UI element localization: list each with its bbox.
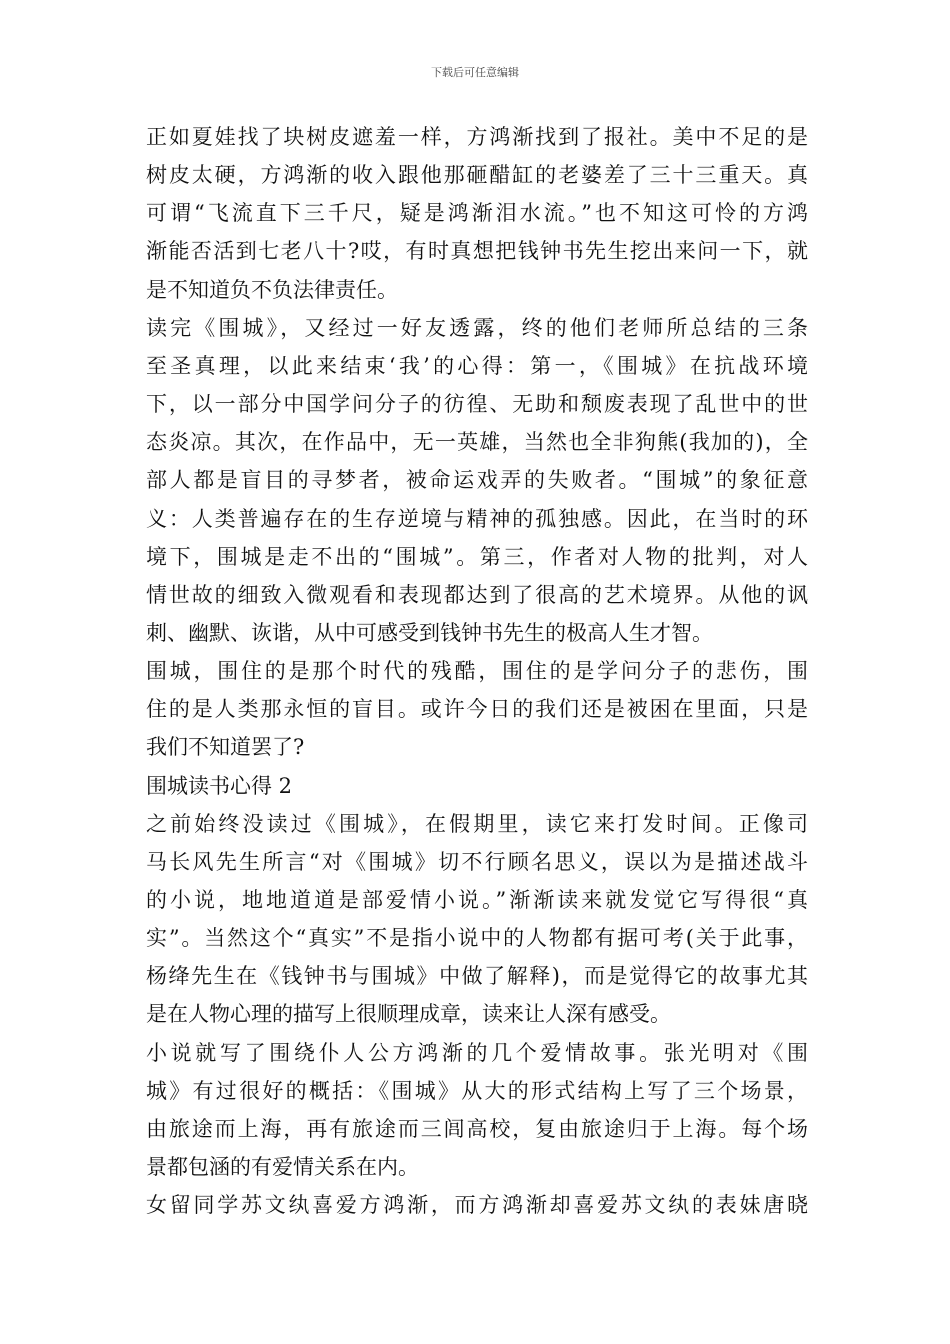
text-line: 树皮太硬，方鸿渐的收入跟他那砸醋缸的老婆差了三十三重天。真 <box>146 163 808 188</box>
text-line: 我们不知道罢了? <box>146 735 305 760</box>
text-line: 至圣真理，以此来结束‘我’的心得：第一，《围城》在抗战环境 <box>146 353 808 378</box>
text-line: 正如夏娃找了块树皮遮羞一样，方鸿渐找到了报社。美中不足的是 <box>146 125 808 149</box>
text-line: 可谓“飞流直下三千尺，疑是鸿渐泪水流。”也不知这可怜的方鸿 <box>146 201 808 226</box>
text-line: 渐能否活到七老八十?哎，有时真想把钱钟书先生挖出来问一下，就 <box>146 239 808 264</box>
text-line: 刺、幽默、诙谐，从中可感受到钱钟书先生的极高人生才智。 <box>146 620 713 645</box>
text-line: 境下，围城是走不出的“围城”。第三，作者对人物的批判，对人 <box>146 544 808 569</box>
text-line: 城》有过很好的概括：《围城》从大的形式结构上写了三个场景， <box>146 1078 808 1103</box>
text-line: 的小说，地地道道是部爱情小说。”渐渐读来就发觉它写得很“真 <box>146 888 808 912</box>
text-line: 读完《围城》，又经过一好友透露，终的他们老师所总结的三条 <box>146 315 808 340</box>
text-line: 是在人物心理的描写上很顺理成章，读来让人深有感受。 <box>146 1002 671 1027</box>
text-line: 住的是人类那永恒的盲目。或许今日的我们还是被困在里面，只是 <box>146 697 808 722</box>
text-line: 由旅途而上海，再有旅途而三闾高校，复由旅途归于上海。每个场 <box>146 1116 808 1141</box>
text-line: 下，以一部分中国学问分子的彷徨、无助和颓废表现了乱世中的世 <box>146 392 808 417</box>
text-line: 部人都是盲目的寻梦者，被命运戏弄的失败者。“围城”的象征意 <box>146 468 808 493</box>
text-line: 之前始终没读过《围城》，在假期里，读它来打发时间。正像司 <box>146 811 808 836</box>
text-line: 实”。当然这个“真实”不是指小说中的人物都有据可考(关于此事， <box>146 926 808 951</box>
text-line: 是不知道负不负法律责任。 <box>146 277 398 302</box>
text-line: 女留同学苏文纨喜爱方鸿渐，而方鸿渐却喜爱苏文纨的表妹唐晓 <box>146 1193 808 1218</box>
text-line: 小说就写了围绕仆人公方鸿渐的几个爱情故事。张光明对《围 <box>146 1040 808 1065</box>
text-line: 围城读书心得 2 <box>146 773 293 798</box>
text-line: 围城，围住的是那个时代的残酷，围住的是学问分子的悲伤，围 <box>146 659 808 684</box>
text-line: 态炎凉。其次，在作品中，无一英雄，当然也全非狗熊(我加的)，全 <box>146 430 808 455</box>
page-header: 下载后可任意编辑 <box>431 66 519 79</box>
text-line: 马长风先生所言“对《围城》切不行顾名思义，误以为是描述战斗 <box>146 849 808 874</box>
text-line: 杨绛先生在《钱钟书与围城》中做了解释)，而是觉得它的故事尤其 <box>146 964 808 989</box>
text-line: 景都包涵的有爱情关系在内。 <box>146 1155 419 1180</box>
text-line: 情世故的细致入微观看和表现都达到了很高的艺术境界。从他的讽 <box>146 582 808 607</box>
text-line: 义：人类普遍存在的生存逆境与精神的孤独感。因此，在当时的环 <box>146 506 808 531</box>
